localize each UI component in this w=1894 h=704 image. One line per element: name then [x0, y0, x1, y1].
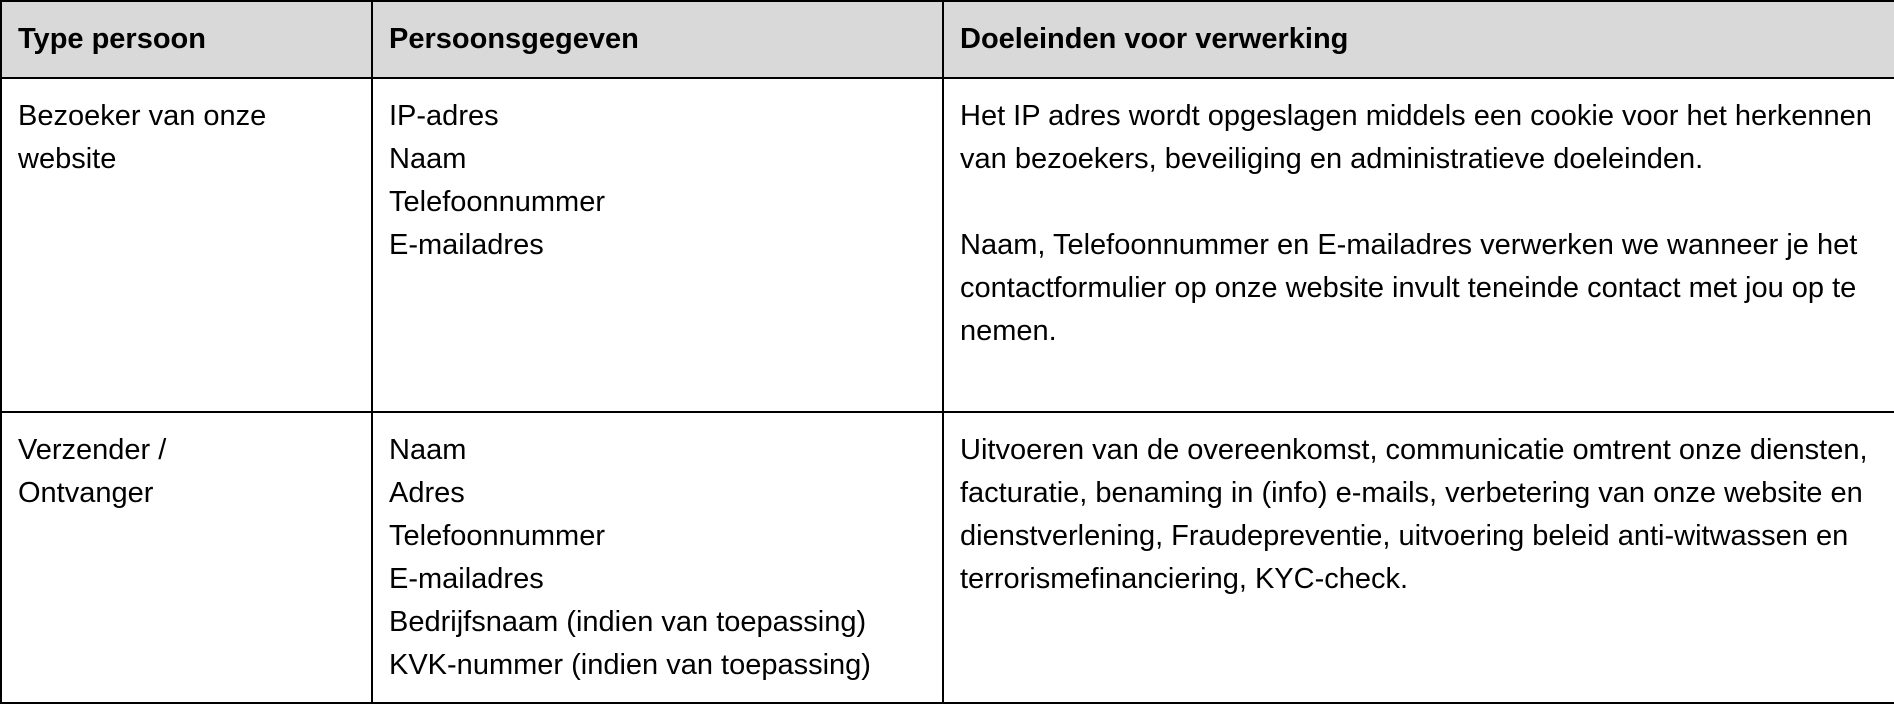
purpose-paragraph: Het IP adres wordt opgeslagen middels een cookie voor het herkennen van bezoekers, beveiliging en administratieve doeleinden.: [960, 100, 1872, 175]
header-persoonsgegeven: Persoonsgegeven: [372, 1, 943, 78]
list-item: Telefoonnummer: [389, 186, 605, 218]
type-label: Verzender / Ontvanger: [18, 434, 167, 509]
list-item: Telefoonnummer: [389, 520, 605, 552]
table-row: [1, 78, 1894, 412]
purposes-cell: [943, 78, 1894, 412]
table-row: [1, 412, 1894, 703]
data-items-list: [389, 95, 926, 267]
table-header-row: [1, 1, 1894, 78]
list-item: IP-adres: [389, 100, 499, 132]
type-label: Bezoeker van onze website: [18, 100, 267, 175]
purpose-paragraph: Uitvoeren van de overeenkomst, communicatie omtrent onze diensten, facturatie, benaming in (info) e-mails, verbetering van onze website en dienstverlening, Fraudepreventie, uitvoering beleid anti-witwassen en terrorismefinanciering, KYC-check.: [960, 434, 1868, 595]
list-item: Naam: [389, 143, 467, 175]
data-items-cell: [372, 412, 943, 703]
list-item: Bedrijfsnaam (indien van toepassing): [389, 606, 867, 638]
list-item: KVK-nummer (indien van toepassing): [389, 649, 871, 681]
header-type-persoon: Type persoon: [1, 1, 372, 78]
data-items-cell: [372, 78, 943, 412]
purposes-cell: [943, 412, 1894, 703]
type-cell: [1, 78, 372, 412]
list-item: E-mailadres: [389, 229, 544, 261]
header-doeleinden: Doeleinden voor verwerking: [943, 1, 1894, 78]
list-item: Adres: [389, 477, 465, 509]
list-item: E-mailadres: [389, 563, 544, 595]
data-items-list: [389, 429, 926, 687]
list-item: Naam: [389, 434, 467, 466]
purpose-paragraph: Naam, Telefoonnummer en E-mailadres verwerken we wanneer je het contactformulier op onze website invult teneinde contact met jou op te nemen.: [960, 229, 1858, 347]
type-cell: [1, 412, 372, 703]
